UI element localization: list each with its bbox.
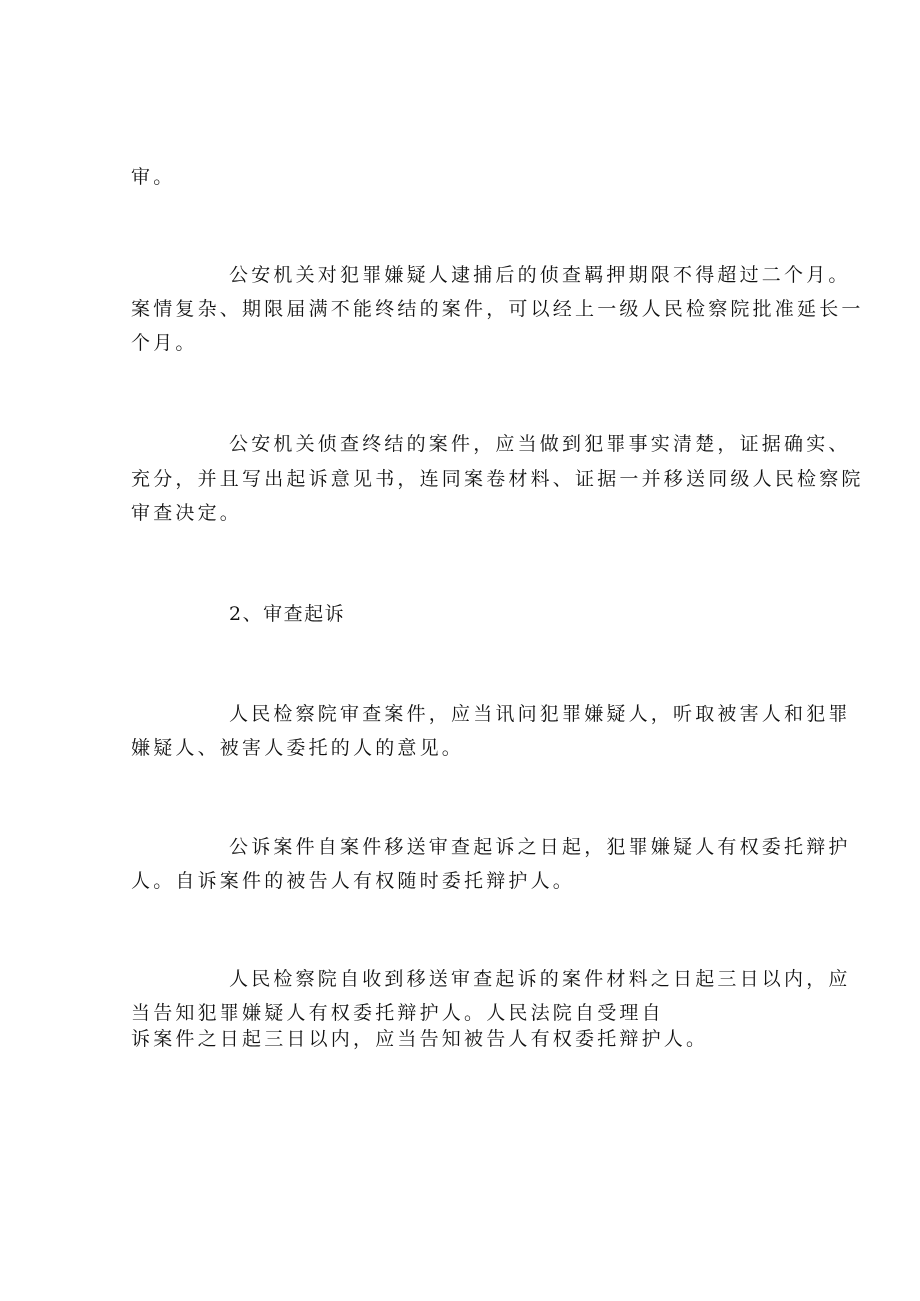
section-heading: 2、审查起诉 bbox=[229, 603, 346, 625]
paragraph-line: 诉案件之日起三日以内，应当告知被告人有权委托辩护人。 bbox=[131, 1028, 709, 1050]
paragraph-line: 嫌疑人、被害人委托的人的意见。 bbox=[131, 737, 465, 759]
paragraph-line: 公安机关侦查终结的案件，应当做到犯罪事实清楚，证据确实、 bbox=[229, 433, 851, 455]
paragraph-line: 人民检察院自收到移送审查起诉的案件材料之日起三日以内，应 bbox=[229, 968, 851, 990]
paragraph-line: 公安机关对犯罪嫌疑人逮捕后的侦查羁押期限不得超过二个月。 bbox=[229, 264, 851, 286]
paragraph-line: 案情复杂、期限届满不能终结的案件，可以经上一级人民检察院批准延长一 bbox=[131, 298, 864, 320]
paragraph-fragment: 审。 bbox=[131, 166, 176, 188]
paragraph-line: 人。自诉案件的被告人有权随时委托辩护人。 bbox=[131, 870, 576, 892]
paragraph-line: 当告知犯罪嫌疑人有权委托辩护人。人民法院自受理自 bbox=[131, 1002, 664, 1024]
paragraph-line: 公诉案件自案件移送审查起诉之日起，犯罪嫌疑人有权委托辩护 bbox=[229, 836, 851, 858]
paragraph-line: 充分，并且写出起诉意见书，连同案卷材料、证据一并移送同级人民检察院 bbox=[131, 468, 864, 490]
paragraph-line: 审查决定。 bbox=[131, 502, 243, 524]
paragraph-line: 人民检察院审查案件，应当讯问犯罪嫌疑人，听取被害人和犯罪 bbox=[229, 703, 851, 725]
paragraph-line: 个月。 bbox=[131, 332, 198, 354]
